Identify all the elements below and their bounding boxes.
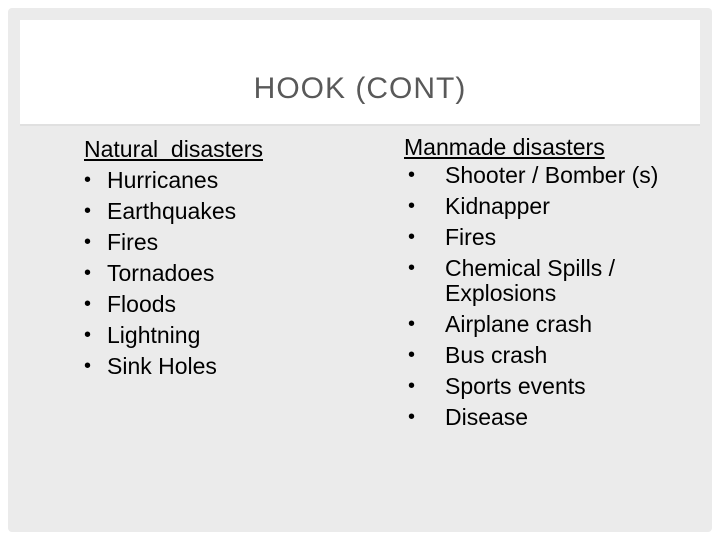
list-item: [404, 343, 704, 368]
bullet-icon: •: [408, 257, 416, 279]
bullet-icon: •: [84, 262, 92, 284]
list-item-label: Earthquakes: [107, 198, 237, 224]
bullet-icon: •: [84, 231, 92, 253]
bullet-icon: •: [408, 406, 416, 428]
list-item-label: Kidnapper: [445, 193, 550, 219]
list-item: [84, 258, 344, 289]
list-item-label: Fires: [445, 224, 497, 250]
list-item: [84, 196, 344, 227]
list-item-label: Sports events: [445, 373, 586, 399]
list-item-label: Airplane crash: [445, 311, 593, 337]
bullet-icon: •: [408, 375, 416, 397]
list-item-label: Fires: [107, 229, 159, 255]
list-item: [404, 163, 704, 188]
title-box: [20, 20, 700, 126]
bullet-icon: •: [408, 313, 416, 335]
natural-disasters-list: [84, 165, 344, 382]
list-item-label: Bus crash: [445, 342, 548, 368]
manmade-disasters-column: [404, 132, 704, 436]
bullet-icon: •: [408, 344, 416, 366]
list-item-label: Lightning: [107, 322, 201, 348]
list-item: [84, 227, 344, 258]
list-item-label: Chemical Spills / Explosions: [445, 255, 615, 306]
list-item: [404, 405, 704, 430]
bullet-icon: •: [408, 164, 416, 186]
list-item: [404, 194, 704, 219]
list-item-label: Hurricanes: [107, 167, 219, 193]
list-item-label: Disease: [445, 404, 529, 430]
natural-disasters-heading: Natural disasters: [84, 136, 263, 162]
list-item-label: Floods: [107, 291, 177, 317]
list-item: [404, 312, 704, 337]
list-item: [404, 374, 704, 399]
slide-title: HOOK (CONT): [253, 72, 467, 105]
bullet-icon: •: [84, 293, 92, 315]
bullet-icon: •: [408, 226, 416, 248]
natural-disasters-column: [84, 134, 344, 382]
list-item: [404, 225, 704, 250]
bullet-icon: •: [84, 200, 92, 222]
bullet-icon: •: [84, 169, 92, 191]
list-item: [84, 320, 344, 351]
list-item: [84, 165, 344, 196]
list-item-label: Shooter / Bomber (s): [445, 162, 659, 188]
list-item-label: Sink Holes: [107, 353, 217, 379]
list-item: [84, 289, 344, 320]
list-item-label: Tornadoes: [107, 260, 215, 286]
manmade-disasters-heading: Manmade disasters: [404, 134, 605, 160]
manmade-disasters-list: [404, 163, 704, 430]
bullet-icon: •: [84, 355, 92, 377]
list-item: [84, 351, 344, 382]
bullet-icon: •: [408, 195, 416, 217]
bullet-icon: •: [84, 324, 92, 346]
list-item: [404, 256, 704, 306]
